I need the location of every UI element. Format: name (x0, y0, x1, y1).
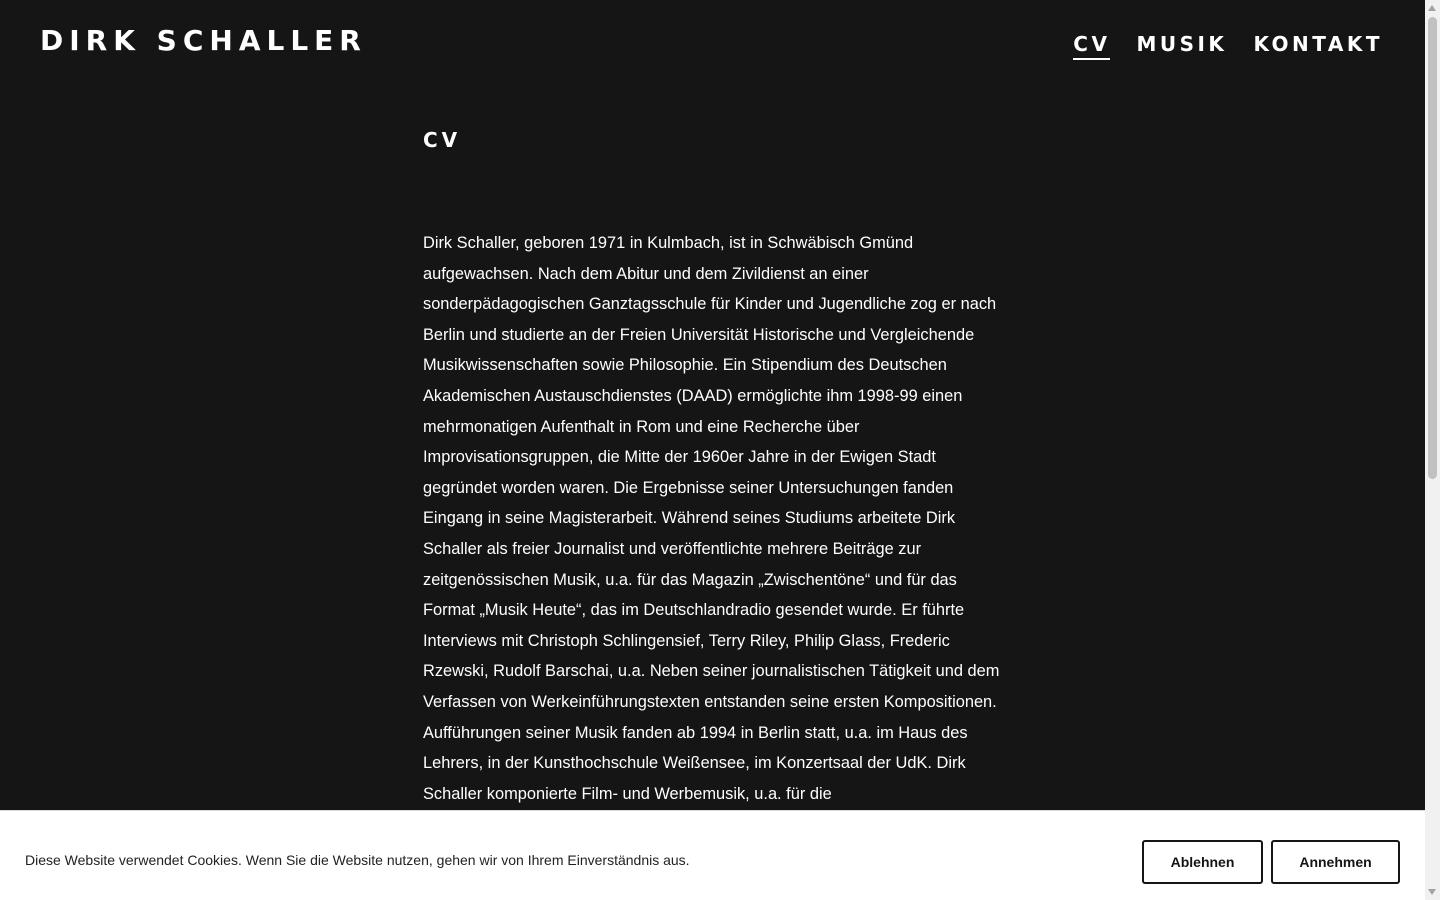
vertical-scrollbar[interactable] (1425, 0, 1440, 900)
scroll-up-arrow-icon[interactable] (1428, 5, 1436, 11)
scroll-down-arrow-icon[interactable] (1428, 889, 1436, 895)
main-nav (1073, 32, 1383, 60)
cookie-banner (0, 810, 1425, 900)
decline-cookies-button[interactable]: Ablehnen (1142, 840, 1263, 884)
nav-item-kontakt[interactable]: KONTAKT (1253, 32, 1383, 56)
bio-text: Dirk Schaller, geboren 1971 in Kulmbach, ist in Schwäbisch Gmünd aufgewachsen. Nach dem Abitur und dem Zivildienst an einer sonderpädagogischen Ganztagsschule für Kinder und Jugendliche zog er nach Berlin und studierte an der Freien Universität Historische und Vergleichende Musikwissenschaften sowie Philosophie. Ein Stipendium des Deutschen Akademischen Austauschdienstes (DAAD) ermöglichte ihm 1998-99 einen mehrmonatigen Aufenthalt in Rom und eine Recherche über Improvisationsgruppen, die Mitte der 1960er Jahre in der Ewigen Stadt gegründet worden waren. Die Ergebnisse seiner Untersuchungen fanden Eingang in seine Magisterarbeit. Während seines Studiums arbeitete Dirk Schaller als freier Journalist und veröffentlichte mehrere Beiträge zur zeitgenössischen Musik, u.a. für das Magazin „Zwischentöne“ und für das Format „Musik Heute“, das im Deutschlandradio gesendet wurde. Er führte Interviews mit Christoph Schlingensief, Terry Riley, Philip Glass, Frederic Rzewski, Rudolf Barschai, u.a. Neben seiner journalistischen Tätigkeit und dem Verfassen von Werkeinführungstexten entstanden seine ersten Kompositionen. Aufführungen seiner Musik fanden ab 1994 in Berlin statt, u.a. im Haus des Lehrers, in der Kunsthochschule Weißensee, im Konzertsaal der UdK. Dirk Schaller komponierte Film- und Werbemusik, u.a. für die (423, 234, 1000, 803)
accept-cookies-button[interactable]: Annehmen (1271, 840, 1400, 884)
main-content (423, 128, 1013, 826)
page-heading: CV (423, 128, 462, 152)
scrollbar-thumb[interactable] (1428, 17, 1437, 479)
site-title[interactable]: DIRK SCHALLER (40, 24, 367, 57)
cookie-text: Diese Website verwendet Cookies. Wenn Sie die Website nutzen, gehen wir von Ihrem Einverständnis aus. (25, 852, 690, 868)
nav-item-cv[interactable]: CV (1073, 32, 1110, 60)
nav-item-musik[interactable]: MUSIK (1136, 32, 1228, 56)
